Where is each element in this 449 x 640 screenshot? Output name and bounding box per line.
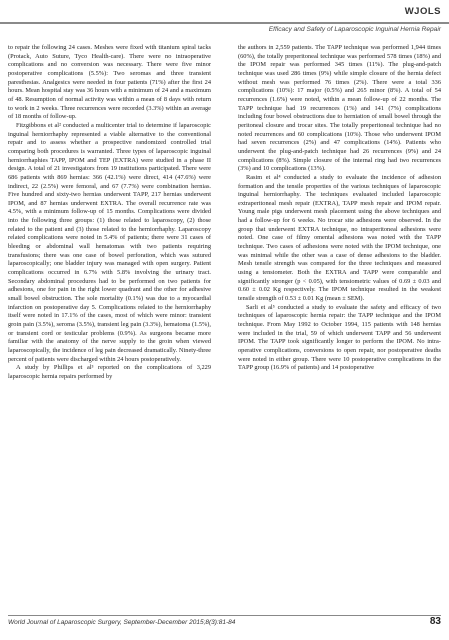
paragraph: to repair the following 24 cases. Meshes were fixed with titanium spiral tacks (Protack, Auto Suture, Tyco Health-care). There were no intraoperative complications and no conversion was necessary. There were five minor postoperative complications (5.5%): Two seromas and three transient paresthesias. Analgesics were needed in four patients (71%) after the first 24 hours. Mean hospital stay was 36 hours with a minimum of 24 and a maximum of 48. Resumption of normal activity was within a mean of 8 days with return to work in 2 weeks. Three recurrences were recorded (3.3%) within an average of 18 months of follow-up. [8, 44, 211, 121]
journal-abbreviation: WJOLS [404, 6, 441, 17]
paragraph: Rasim et al⁴ conducted a study to evaluate the incidence of adhesion formation and the tensile properties of the various techniques of laparoscopic inguinal herniorrhaphy. The techniques evaluated included laparoscopic extraperitoneal mesh repair (EXTRA), TAPP mesh repair and IPOM repair. Young male pigs underwent mesh placement using the above techniques and had a follow-up for 6 weeks. No trocar site adhesions were observed. In the group that underwent EXTRA technique, no intraperitoneal adhesions were noted. One case of filmy omental adhesions was noted with the TAPP technique. Two cases of adhesions were noted with the IPOM technique, one was minimal while the other was a case of dense adhesions to the bladder. Mesh tensile strength was compared for the three techniques and measured using a tensiometer. Both the EXTRA and TAPP were comparable and significantly stronger (p < 0.05), with tensiometric values of 0.69 ± 0.03 and 0.60 ± 0.02 Kg respectively. The IPOM technique resulted in the weakest tensile strength of 0.53 ± 0.01 Kg (mean ± SEM). [238, 173, 441, 303]
paragraph: Fitzgibbons et al² conducted a multicenter trial to determine if laparoscopic inguinal herniorrhaphy represented a viable alternative to the conventional repair and to assess whether a prospective randomized controlled trial comparing both procedures is warranted. Three types of laparoscopic inguinal herniorrhaphies TAPP, IPOM and TEP (EXTRA) were studied in a phase II design. A total of 21 investigators from 19 institutions participated. There were 686 patients with 869 hernias: 366 (42.1%) were direct, 414 (47.6%) were indirect, 22 (2.5%) were femoral, and 67 (7.7%) were combination hernias. Five hundred and sixty-two hernias underwent TAPP, 217 hernias underwent IPOM, and 87 hernias underwent EXTRA. The overall recurrence rate was 4.5%, with a minimum follow-up of 15 months. Complications were divided into the following three groups: (1) those related to laparoscopy, (2) those related to the patient and (3) those related to the herniorrhaphy. Laparoscopy related complications were noted in 5.4% of patients; there were 31 cases of bleeding or abdominal wall hematomas with two patients requiring transfusions; there was one case of bowel perforation, which was sutured laparoscopically; one bladder injury was managed with open surgery. Patient complications occurred in 6.7% with 5.8% involving the urinary tract. Secondary abdominal procedures had to be performed on two patients for adhesions, one for pain in the right lower quadrant and the other for adhesive small bowel obstruction. The sole mortality (0.1%) was due to a myocardial infarction on postoperative day 5. Complications related to the herniorrhaphy itself were noted in 17.1% of the cases, most of which were minor: transient groin pain (3.5%), seroma (3.5%), transient leg pain (3.3%), hematoma (1.5%), or transient cord or testicular problems (0.9%). As surgeons became more familiar with the anatomy of the nerve supply to the groin when viewed laparoscopically, the incidence of leg pain decreased dramatically. Ninety-three percent of patients were discharged within 24 hours postoperatively. [8, 121, 211, 363]
footer-rule [8, 615, 441, 616]
header-rule [0, 22, 449, 24]
paragraph: Sarli et al⁵ conducted a study to evaluate the safety and efficacy of two techniques of laparoscopic hernia repair: the TAPP technique and the IPOM technique. From May 1992 to October 1994, 115 patients with 148 hernias were included in the trial, 59 of which underwent TAPP and 56 underwent IPOM. The TAPP took significantly longer to perform the IPOM. No intra-operative complications, conversions to open repair, nor postoperative deaths were noted in either group. There were 10 postoperative complications in the TAPP group (16.9% of patients) and 14 postoperative [238, 303, 441, 372]
footer-citation: World Journal of Laparoscopic Surgery, September-December 2015;8(3):81-84 [8, 619, 236, 626]
left-column [8, 44, 211, 382]
paragraph: the authors in 2,559 patients. The TAPP technique was performed 1,944 times (60%), the totally preperitoneal technique was performed 578 times (18%) and the IPOM repair was performed 345 times (11%). The plug-and-patch technique was used 286 times (9%) while simple closure of the hernia defect without mesh was performed 76 times (2%). There were a total 336 complications (10%): 17 major (0.5%) and 265 minor (8%). A total of 54 recurrences (1.6%) were noted, within a mean follow-up of 22 months. The TAPP technique had 19 recurrences (1%) and 141 (7%) complications including four bowel obstructions due to herniation of small bowel through the peritoneal closure and trocar sites. The totally preperitoneal technique had no noted recurrences and 60 complications (10%). Those who underwent IPOM had seven recurrences (2%) and 47 complications (14%). Patients who underwent the plug-and-patch technique had 26 recurrences (9%) and 24 complications (8%). Simple closure of the internal ring had two recurrences (3%) and 10 complications (13%). [238, 44, 441, 173]
right-column [238, 44, 441, 373]
running-title: Efficacy and Safety of Laparoscopic Inguinal Hernia Repair [268, 26, 441, 33]
page-number: 83 [429, 616, 441, 627]
paragraph: A study by Phillips et al³ reported on the complications of 3,229 laparoscopic hernia repairs performed by [8, 364, 211, 380]
